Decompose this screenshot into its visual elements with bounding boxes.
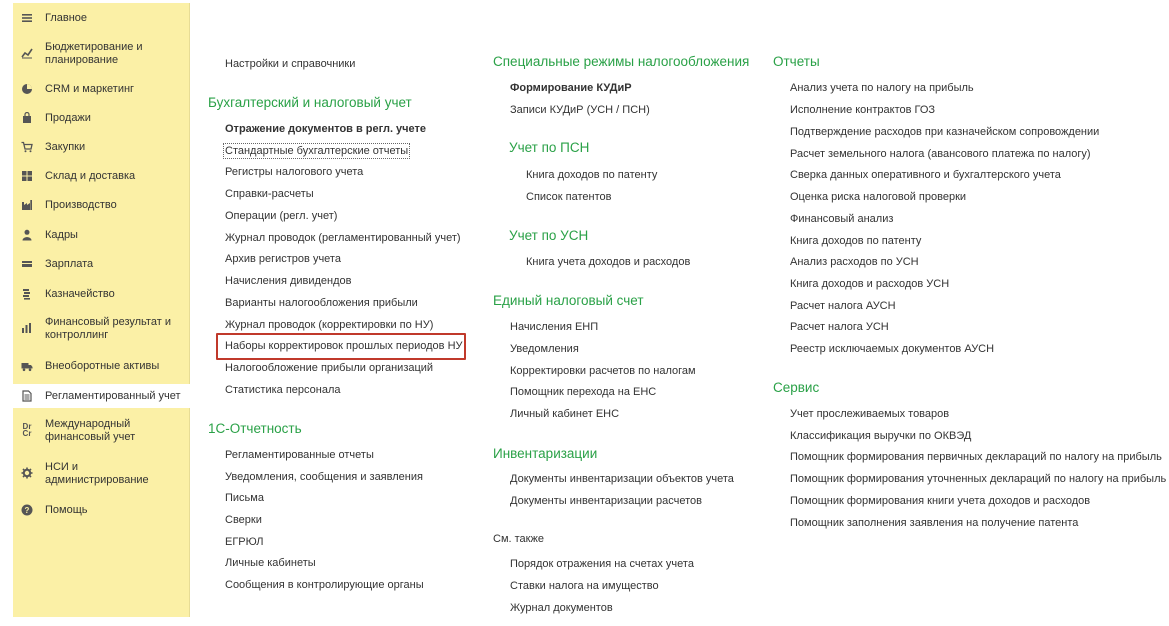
link-profit-tax-analysis[interactable]: Анализ учета по налогу на прибыль xyxy=(790,82,974,94)
bag-icon xyxy=(21,112,33,124)
link-patent-book[interactable]: Книга доходов по патенту xyxy=(790,235,922,247)
link-ens-cabinet[interactable]: Личный кабинет ЕНС xyxy=(510,408,620,420)
link-journal-adjustments[interactable]: Журнал проводок (корректировки по НУ) xyxy=(225,319,434,331)
cart-icon xyxy=(21,141,33,153)
sidebar-item-label: Склад и доставка xyxy=(45,170,136,182)
sidebar-item-help[interactable] xyxy=(13,500,190,520)
link-adjustment-sets[interactable]: Наборы корректировок прошлых периодов НУ xyxy=(225,340,463,352)
sidebar-item-label: НСИ и администрирование xyxy=(45,461,149,486)
link-register-archive[interactable]: Архив регистров учета xyxy=(225,253,341,265)
link-profit-taxation[interactable]: Налогообложение прибыли организаций xyxy=(225,362,434,374)
link-patent-list[interactable]: Список патентов xyxy=(526,191,612,203)
link-financial-analysis[interactable]: Финансовый анализ xyxy=(790,213,894,225)
sidebar-item-label: Регламентированный учет xyxy=(45,390,181,402)
bar-chart-icon xyxy=(21,322,33,334)
link-profit-tax-options[interactable]: Варианты налогообложения прибыли xyxy=(225,297,418,309)
link-egrul[interactable]: ЕГРЮЛ xyxy=(225,536,264,548)
sidebar-item-financial-result[interactable] xyxy=(13,314,190,342)
link-inventory-settlements[interactable]: Документы инвентаризации расчетов xyxy=(510,495,702,507)
link-journal-entries[interactable]: Журнал проводок (регламентированный учет) xyxy=(225,232,461,244)
see-also-label: См. также xyxy=(493,533,544,545)
section-title-service: Сервис xyxy=(773,380,820,395)
sidebar-item-fixed-assets[interactable] xyxy=(13,356,190,376)
link-treasury-expense-confirmation[interactable]: Подтверждение расходов при казначейском сопровождении xyxy=(790,126,1100,138)
coins-icon xyxy=(21,288,33,300)
link-primary-declarations-assistant[interactable]: Помощник формирования первичных деклараций по налогу на прибыль xyxy=(790,451,1162,463)
link-reflect-documents[interactable]: Отражение документов в регл. учете xyxy=(225,123,427,135)
sidebar-item-label: Зарплата xyxy=(45,258,94,270)
link-operations[interactable]: Операции (регл. учет) xyxy=(225,210,338,222)
link-enp-accruals[interactable]: Начисления ЕНП xyxy=(510,321,599,333)
sidebar-item-label: Международный финансовый учет xyxy=(45,418,136,443)
link-kudir-records[interactable]: Записи КУДиР (УСН / ПСН) xyxy=(510,104,650,116)
link-settings-references[interactable]: Настройки и справочники xyxy=(225,58,356,70)
link-letters[interactable]: Письма xyxy=(225,492,264,504)
section-title-accounting: Бухгалтерский и налоговый учет xyxy=(208,95,412,110)
sidebar-item-label: Финансовый результат и контроллинг xyxy=(45,316,171,341)
link-usn-expense-analysis[interactable]: Анализ расходов по УСН xyxy=(790,256,919,268)
link-account-reflection-order[interactable]: Порядок отражения на счетах учета xyxy=(510,558,694,570)
link-messages-authorities[interactable]: Сообщения в контролирующие органы xyxy=(225,579,424,591)
link-income-book-assistant[interactable]: Помощник формирования книги учета доходов и расходов xyxy=(790,495,1091,507)
link-reconciliations[interactable]: Сверки xyxy=(225,514,262,526)
section-title-inventory: Инвентаризации xyxy=(493,446,598,461)
link-tax-audit-risk[interactable]: Оценка риска налоговой проверки xyxy=(790,191,967,203)
document-icon xyxy=(21,390,33,402)
pie-chart-icon xyxy=(21,83,33,95)
link-ausn-excluded-register[interactable]: Реестр исключаемых документов АУСН xyxy=(790,343,995,355)
link-kudir-forming[interactable]: Формирование КУДиР xyxy=(510,82,632,94)
main-content xyxy=(190,0,1169,626)
sidebar-item-label: Бюджетирование и планирование xyxy=(45,41,143,66)
link-document-journal[interactable]: Журнал документов xyxy=(510,602,613,614)
section-title-reports: Отчеты xyxy=(773,54,820,69)
sidebar-item-warehouse[interactable] xyxy=(13,166,190,186)
dr-cr-icon: Dr Cr xyxy=(22,422,32,438)
sidebar-item-salary[interactable] xyxy=(13,254,190,274)
sidebar-item-international-accounting[interactable] xyxy=(13,416,190,444)
sidebar-item-hr[interactable] xyxy=(13,225,190,245)
person-icon xyxy=(21,229,33,241)
sidebar-item-regulated-accounting[interactable] xyxy=(13,384,191,408)
sidebar-item-label: Продажи xyxy=(45,112,91,124)
sidebar-item-label: Помощь xyxy=(45,504,88,516)
truck-icon xyxy=(21,360,33,372)
section-title-special-regimes: Специальные режимы налогообложения xyxy=(493,54,750,69)
link-land-tax-calc[interactable]: Расчет земельного налога (авансового платежа по налогу) xyxy=(790,148,1091,160)
sidebar-item-main[interactable] xyxy=(13,8,190,28)
link-income-expense-book[interactable]: Книга учета доходов и расходов xyxy=(526,256,691,268)
warehouse-grid-icon xyxy=(21,170,33,182)
section-title-psn: Учет по ПСН xyxy=(509,140,590,155)
link-regulated-reports[interactable]: Регламентированные отчеты xyxy=(225,449,374,461)
sidebar-item-crm[interactable] xyxy=(13,79,190,99)
sidebar-item-budgeting[interactable] xyxy=(13,39,190,67)
sidebar-item-label: Внеоборотные активы xyxy=(45,360,160,372)
link-data-reconciliation[interactable]: Сверка данных оперативного и бухгалтерского учета xyxy=(790,169,1061,181)
sidebar-item-label: Закупки xyxy=(45,141,86,153)
sidebar-item-label: Кадры xyxy=(45,229,78,241)
link-staff-statistics[interactable]: Статистика персонала xyxy=(225,384,341,396)
menu-icon xyxy=(21,12,33,24)
link-standard-reports[interactable]: Стандартные бухгалтерские отчеты xyxy=(225,145,409,157)
section-title-usn: Учет по УСН xyxy=(509,228,589,243)
link-patent-application-assistant[interactable]: Помощник заполнения заявления на получение патента xyxy=(790,517,1079,529)
link-dividends[interactable]: Начисления дивидендов xyxy=(225,275,352,287)
link-property-tax-rates[interactable]: Ставки налога на имущество xyxy=(510,580,659,592)
link-corrected-declarations-assistant[interactable]: Помощник формирования уточненных деклараций по налогу на прибыль xyxy=(790,473,1167,485)
svg-text:?: ? xyxy=(24,506,30,515)
sidebar-item-label: Казначейство xyxy=(45,288,115,300)
section-title-1c-reporting: 1С-Отчетность xyxy=(208,421,302,436)
link-usn-tax-calc[interactable]: Расчет налога УСН xyxy=(790,321,889,333)
link-notifications-statements[interactable]: Уведомления, сообщения и заявления xyxy=(225,471,423,483)
link-personal-accounts[interactable]: Личные кабинеты xyxy=(225,557,316,569)
sidebar-item-label: CRM и маркетинг xyxy=(45,83,135,95)
link-patent-income-book[interactable]: Книга доходов по патенту xyxy=(526,169,658,181)
link-okved-revenue[interactable]: Классификация выручки по ОКВЭД xyxy=(790,430,972,442)
sidebar-item-sales[interactable] xyxy=(13,108,190,128)
link-inventory-objects[interactable]: Документы инвентаризации объектов учета xyxy=(510,473,734,485)
section-title-ens: Единый налоговый счет xyxy=(493,293,644,308)
sidebar-item-label: Производство xyxy=(45,199,117,211)
salary-icon xyxy=(21,258,33,270)
link-ens-transition-assistant[interactable]: Помощник перехода на ЕНС xyxy=(510,386,657,398)
sidebar-item-purchases[interactable] xyxy=(13,137,190,157)
link-traceable-goods[interactable]: Учет прослеживаемых товаров xyxy=(790,408,950,420)
sidebar-item-production[interactable] xyxy=(13,195,190,215)
sidebar xyxy=(13,3,190,617)
sidebar-item-admin[interactable] xyxy=(13,459,190,487)
link-tax-registers[interactable]: Регистры налогового учета xyxy=(225,166,364,178)
link-tax-adjustments[interactable]: Корректировки расчетов по налогам xyxy=(510,365,696,377)
link-ausn-tax-calc[interactable]: Расчет налога АУСН xyxy=(790,300,896,312)
link-calc-references[interactable]: Справки-расчеты xyxy=(225,188,314,200)
sidebar-item-label: Главное xyxy=(45,12,88,24)
factory-icon xyxy=(21,199,33,211)
sidebar-item-treasury[interactable] xyxy=(13,284,190,304)
budget-chart-icon xyxy=(21,47,33,59)
help-icon xyxy=(21,504,33,516)
link-usn-book[interactable]: Книга доходов и расходов УСН xyxy=(790,278,950,290)
link-notifications[interactable]: Уведомления xyxy=(510,343,579,355)
link-goz-contracts[interactable]: Исполнение контрактов ГОЗ xyxy=(790,104,936,116)
gear-icon xyxy=(21,467,33,479)
